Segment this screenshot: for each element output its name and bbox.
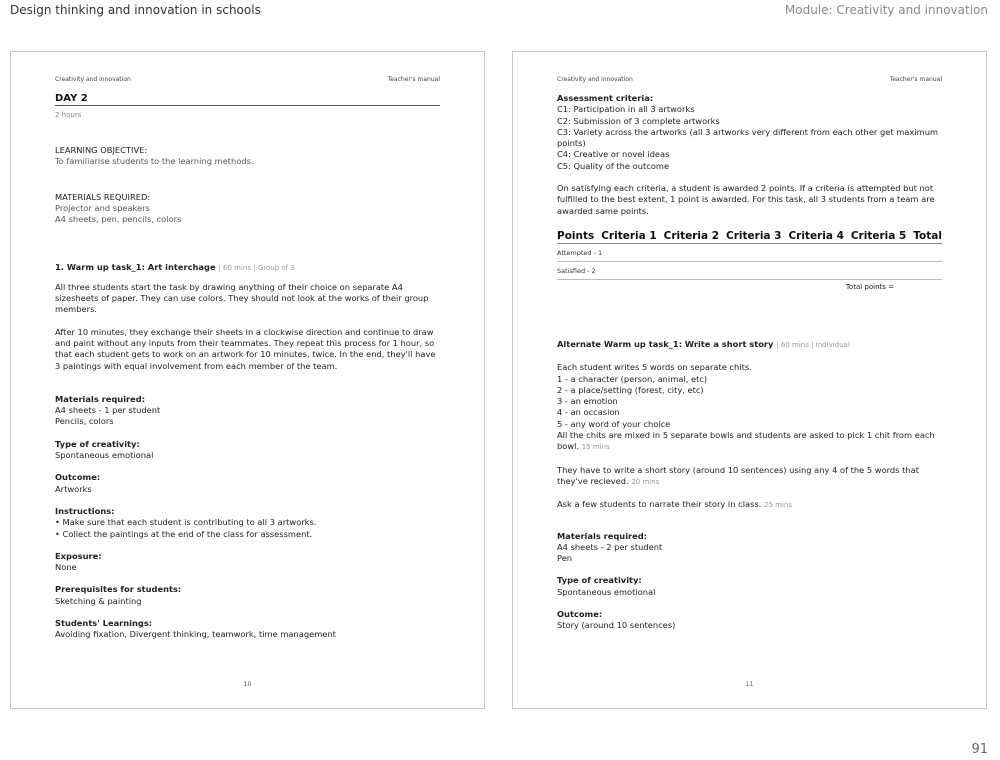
alt-intro: Each student writes 5 words on separate chits. bbox=[557, 362, 752, 373]
materials-label: MATERIALS REQUIRED: bbox=[55, 191, 151, 202]
alt-narrate-time: 25 mins bbox=[764, 501, 792, 510]
right-page bbox=[512, 51, 987, 709]
alt-list-item: 5 - any word of your choice bbox=[557, 418, 671, 429]
running-header-right: Teacher's manual bbox=[387, 76, 440, 83]
alt-list-item: 3 - an emotion bbox=[557, 396, 618, 407]
alt-chits bbox=[557, 430, 942, 454]
section-line: Spontaneous emotional bbox=[557, 586, 656, 597]
task-heading bbox=[55, 262, 440, 274]
section-label: Exposure: bbox=[55, 550, 102, 561]
total-points: Total points = bbox=[845, 282, 894, 291]
criteria-item: C3: Variety across the artworks (all 3 artworks very different from each other get maximum points) bbox=[557, 126, 939, 149]
section-exposure bbox=[55, 551, 440, 574]
section-type-of-creativity bbox=[557, 575, 942, 598]
table-header-cell: Criteria 4 bbox=[788, 229, 844, 242]
section-label: Type of creativity: bbox=[557, 575, 642, 586]
table-row: Satisfied - 2 bbox=[557, 262, 942, 280]
section-materials bbox=[557, 531, 942, 565]
task-title: 1. Warm up task_1: Art interchage bbox=[55, 262, 216, 273]
section-label: Prerequisites for students: bbox=[55, 584, 182, 595]
assessment-criteria bbox=[557, 93, 942, 172]
alt-narrate-text: Ask a few students to narrate their story in class. bbox=[557, 499, 762, 510]
alt-task-steps bbox=[557, 362, 942, 453]
running-header-left: Creativity and innovation bbox=[557, 76, 633, 83]
alt-chits-time: 15 mins bbox=[581, 443, 610, 452]
section-instructions bbox=[55, 506, 440, 540]
alt-list-item: 1 - a character (person, animal, etc) bbox=[557, 373, 708, 384]
section-line: A4 sheets - 2 per student bbox=[557, 541, 663, 552]
section-line: Pen bbox=[557, 553, 573, 564]
section-type-of-creativity bbox=[55, 439, 440, 462]
alt-task-heading bbox=[557, 339, 942, 351]
section-line: None bbox=[55, 562, 77, 573]
criteria-item: C1: Participation in all 3 artworks bbox=[557, 104, 695, 115]
alt-task-title: Alternate Warm up task_1: Write a short story bbox=[557, 338, 774, 349]
left-page bbox=[10, 51, 485, 709]
alt-story-text: They have to write a short story (around 10 sentences) using any 4 of the 5 words that they've recieved. bbox=[557, 464, 919, 486]
materials-line: Projector and speakers bbox=[55, 202, 150, 213]
section-label: Outcome: bbox=[557, 609, 603, 620]
points-table bbox=[557, 230, 942, 291]
task-meta: | 60 mins | Group of 3 bbox=[218, 264, 295, 273]
section-label: Students' Learnings: bbox=[55, 618, 153, 629]
table-header-cell: Criteria 3 bbox=[726, 229, 782, 242]
section-line: A4 sheets - 1 per student bbox=[55, 405, 161, 416]
criteria-item: C5: Quality of the outcome bbox=[557, 160, 670, 171]
materials-line: A4 sheets, pen, pencils, colors bbox=[55, 214, 182, 225]
section-line: Artworks bbox=[55, 483, 92, 494]
section-line: Avoiding fixation, Divergent thinking, teamwork, time management bbox=[55, 629, 336, 640]
section-outcome bbox=[55, 472, 440, 495]
running-header-left: Creativity and innovation bbox=[55, 76, 131, 83]
section-label: Materials required: bbox=[55, 393, 146, 404]
section-prerequisites bbox=[55, 584, 440, 607]
table-header-cell: Points bbox=[557, 229, 595, 242]
section-label: Materials required: bbox=[557, 530, 648, 541]
running-header-right: Teacher's manual bbox=[889, 76, 942, 83]
section-learnings bbox=[55, 618, 440, 641]
alt-story-time: 20 mins bbox=[631, 477, 660, 486]
alt-chits-text: All the chits are mixed in 5 separate bowls and students are asked to pick 1 chit from each bowl. bbox=[557, 430, 935, 452]
section-line: • Collect the paintings at the end of the class for assessment. bbox=[55, 528, 313, 539]
section-label: Instructions: bbox=[55, 505, 115, 516]
section-line: Spontaneous emotional bbox=[55, 450, 154, 461]
table-header-cell: Criteria 5 bbox=[850, 229, 907, 242]
running-header bbox=[557, 76, 942, 83]
learning-objective-text: To familiarise students to the learning methods. bbox=[55, 156, 254, 167]
section-materials bbox=[55, 394, 440, 428]
table-header-row bbox=[557, 230, 942, 244]
section-outcome bbox=[557, 609, 942, 632]
table-row: Attempted - 1 bbox=[557, 244, 942, 262]
table-header-cell: Criteria 1 bbox=[601, 229, 657, 242]
criteria-item: C2: Submission of 3 complete artworks bbox=[557, 115, 720, 126]
learning-objective bbox=[55, 145, 440, 168]
day-heading: DAY 2 bbox=[55, 93, 440, 106]
section-line: Pencils, colors bbox=[55, 416, 114, 427]
criteria-item: C4: Creative or novel ideas bbox=[557, 149, 670, 160]
footer-page-number: 91 bbox=[971, 742, 988, 757]
table-header-cell: Criteria 2 bbox=[663, 229, 720, 242]
module-label: Module: Creativity and innovation bbox=[784, 3, 988, 17]
alt-narrate bbox=[557, 499, 942, 511]
task-paragraph-1: All three students start the task by drawing anything of their choice on separate A4 sizesheets of paper. They can use colors. They should not look at the works of their group members. bbox=[55, 281, 429, 315]
page-number: 11 bbox=[745, 681, 754, 688]
section-line: Sketching & painting bbox=[55, 595, 142, 606]
alt-list-item: 4 - an occasion bbox=[557, 407, 620, 418]
materials-required bbox=[55, 192, 440, 226]
duration-label: 2 hours bbox=[55, 111, 82, 119]
task-paragraph-2: After 10 minutes, they exchange their sheets in a clockwise direction and continue to draw and paint without any inputs from their teammates. They repeat this process for 1 hour, so that each student gets to work on an artwork for 10 minutes, twice. In the end, they'll have 3 paintings with equal involvement from each member of the team. bbox=[55, 326, 436, 371]
document-title: Design thinking and innovation in schools bbox=[10, 3, 261, 17]
alt-story bbox=[557, 465, 942, 489]
assessment-label: Assessment criteria: bbox=[557, 93, 654, 103]
page-number: 10 bbox=[243, 681, 252, 688]
table-header-cell: Total bbox=[913, 229, 942, 242]
alt-list-item: 2 - a place/setting (forest, city, etc) bbox=[557, 384, 704, 395]
section-line: Story (around 10 sentences) bbox=[557, 620, 676, 631]
running-header bbox=[55, 76, 440, 83]
points-paragraph: On satisfying each criteria, a student is awarded 2 points. If a criteria is attempted but not fulfilled to the best extent, 1 point is awarded. For this task, all 3 students from a team are awarded same points. bbox=[557, 183, 935, 216]
section-label: Type of creativity: bbox=[55, 438, 140, 449]
section-label: Outcome: bbox=[55, 472, 101, 483]
section-line: • Make sure that each student is contributing to all 3 artworks. bbox=[55, 517, 317, 528]
learning-objective-label: LEARNING OBJECTIVE: bbox=[55, 145, 148, 155]
alt-task-meta: | 60 mins | Individual bbox=[776, 340, 850, 349]
